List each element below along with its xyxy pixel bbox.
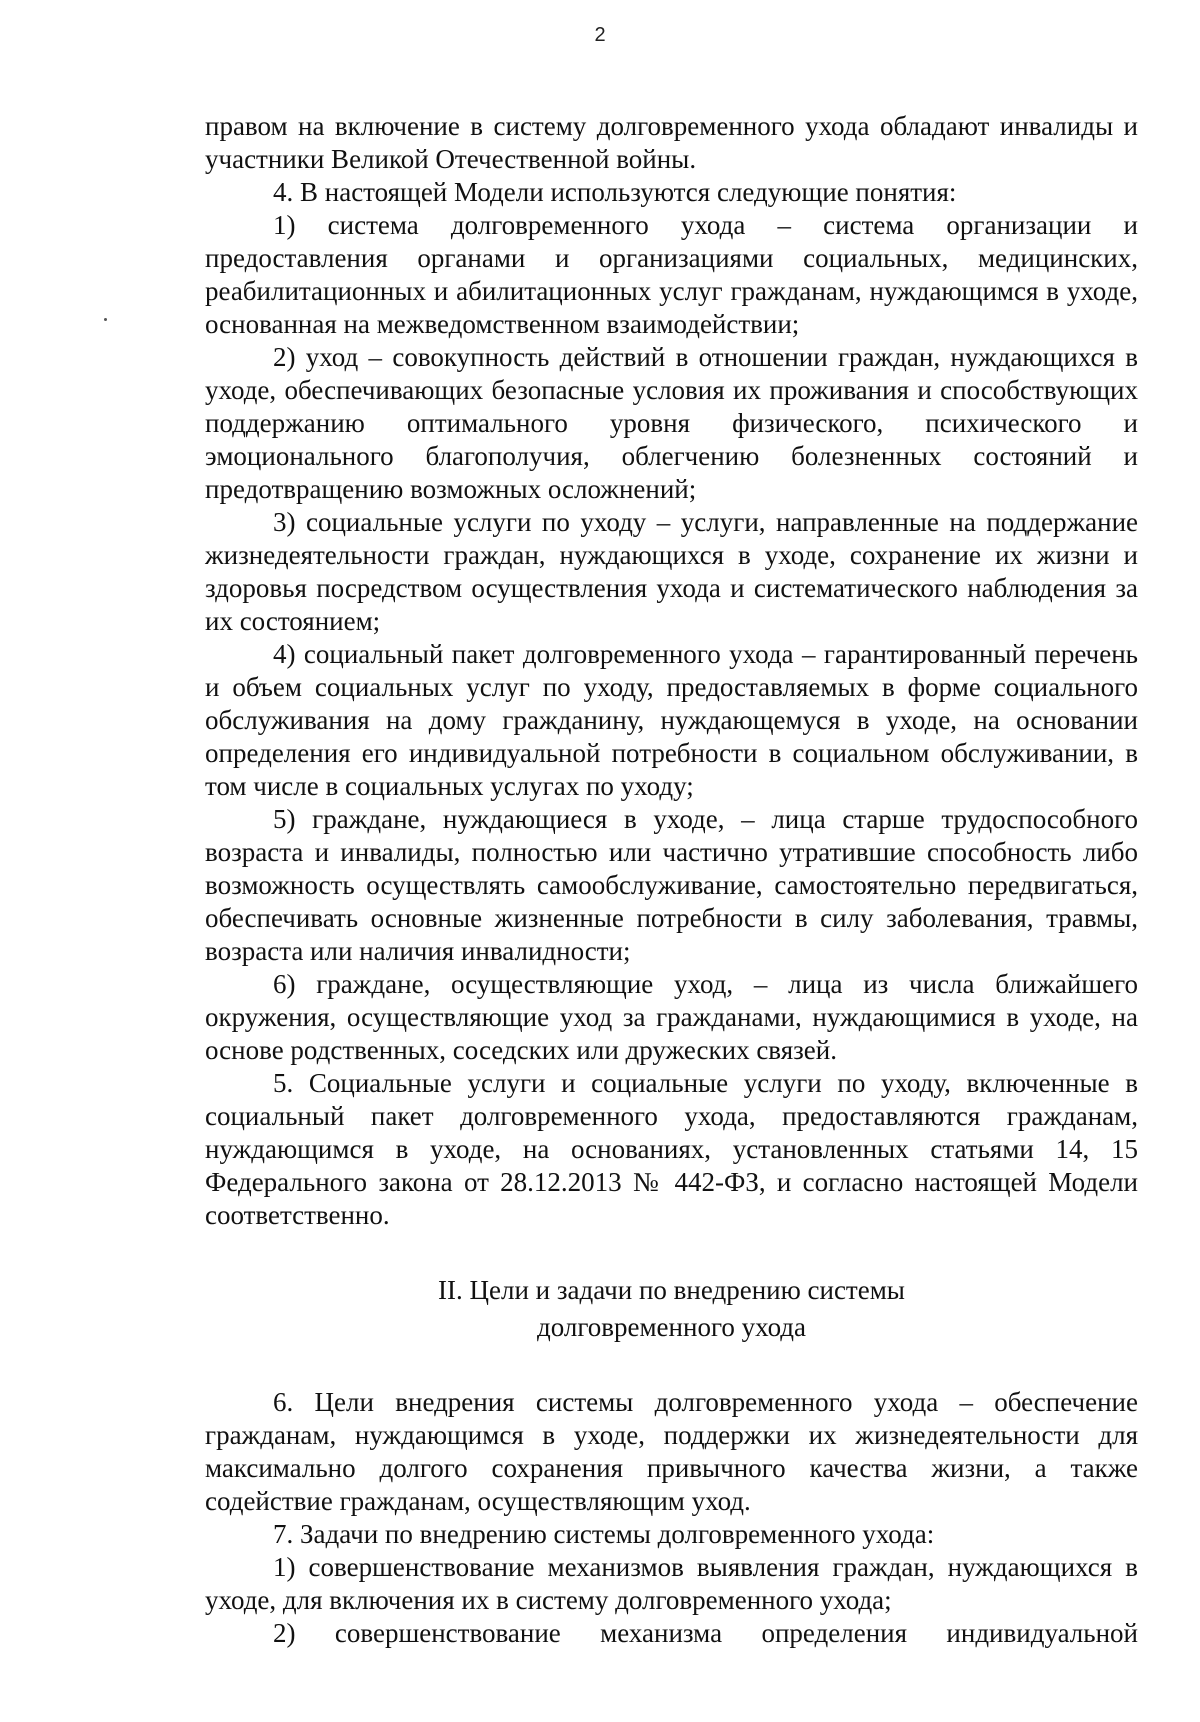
paragraph-7: 7. Задачи по внедрению системы долговременного ухода: xyxy=(273,1519,935,1549)
definition-4: 4) социальный пакет долговременного ухода – гарантированный перечень и объем социальных услуг по уходу, предоставляемых в форме социального обслуживания на дому гражданину, нуждающемуся в уходе, на основании определения его индивидуальной потребности в социальном обслуживании, в том числе в социальных услугах по уходу; xyxy=(205,639,1138,801)
paragraph-5: 5. Социальные услуги и социальные услуги по уходу, включенные в социальный пакет долговременного ухода, предоставляются гражданам, нуждающимся в уходе, на основаниях, установленных статьями 14, 15 Федерального закона от 28.12.2013 № 442-ФЗ, и согласно настоящей Модели соответственно. xyxy=(205,1068,1138,1230)
page-number: 2 xyxy=(594,24,606,46)
section-heading-line-2: долговременного ухода xyxy=(536,1312,807,1342)
task-1: 1) совершенствование механизмов выявления граждан, нуждающихся в уходе, для включения их в систему долговременного ухода; xyxy=(205,1552,1138,1615)
paragraph-continuation: правом на включение в систему долговременного ухода обладают инвалиды и участники Великой Отечественной войны. xyxy=(205,111,1138,174)
paragraph-6: 6. Цели внедрения системы долговременного ухода – обеспечение гражданам, нуждающимся в уходе, поддержки их жизнедеятельности для максимально долгого сохранения привычного качества жизни, а также содействие гражданам, осуществляющим уход. xyxy=(205,1387,1138,1516)
task-2: 2) совершенствование механизма определения индивидуальной xyxy=(273,1618,1138,1648)
paragraph-4: 4. В настоящей Модели используются следующие понятия: xyxy=(273,177,957,207)
scan-speck xyxy=(104,318,107,321)
document-body xyxy=(205,110,1138,1650)
definition-6: 6) граждане, осуществляющие уход, – лица из числа ближайшего окружения, осуществляющие уход за гражданами, нуждающимися в уходе, на основе родственных, соседских или дружеских связей. xyxy=(205,969,1138,1065)
definition-1: 1) система долговременного ухода – система организации и предоставления органами и организациями социальных, медицинских, реабилитационных и абилитационных услуг гражданам, нуждающимся в уходе, основанная на межведомственном взаимодействии; xyxy=(205,210,1138,339)
section-heading-line-1: II. Цели и задачи по внедрению системы xyxy=(438,1275,905,1305)
definition-2: 2) уход – совокупность действий в отношении граждан, нуждающихся в уходе, обеспечивающих безопасные условия их проживания и способствующих поддержанию оптимального уровня физического, психического и эмоционального благополучия, облегчению болезненных состояний и предотвращению возможных осложнений; xyxy=(205,342,1138,504)
definition-3: 3) социальные услуги по уходу – услуги, направленные на поддержание жизнедеятельности граждан, нуждающихся в уходе, сохранение их жизни и здоровья посредством осуществления ухода и систематического наблюдения за их состоянием; xyxy=(205,507,1138,636)
definition-5: 5) граждане, нуждающиеся в уходе, – лица старше трудоспособного возраста и инвалиды, полностью или частично утратившие способность либо возможность осуществлять самообслуживание, самостоятельно передвигаться, обеспечивать основные жизненные потребности в силу заболевания, травмы, возраста или наличия инвалидности; xyxy=(205,804,1138,966)
section-heading xyxy=(205,1272,1138,1346)
